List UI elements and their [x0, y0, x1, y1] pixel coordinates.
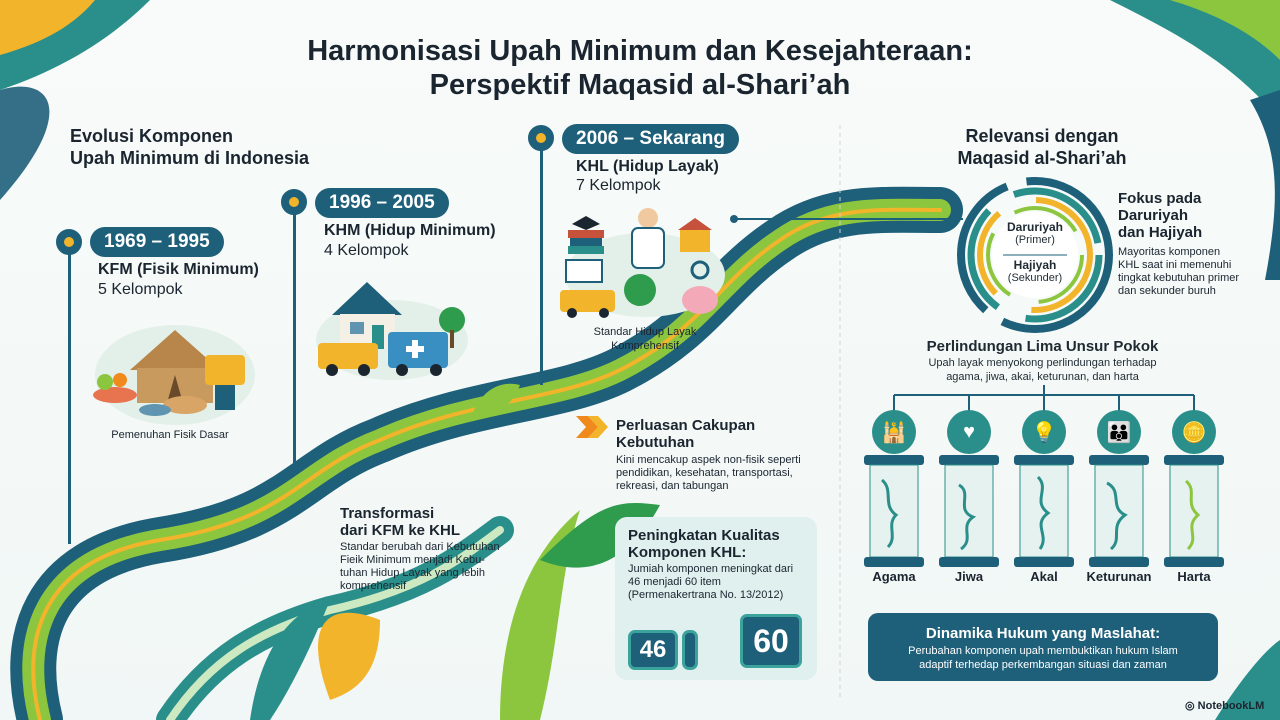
- transformasi-text-line-4: komprehensif: [340, 580, 407, 592]
- dinamika-title: Dinamika Hukum yang Maslahat:: [925, 625, 1161, 642]
- transformasi-text-line-2: Fieik Minimum menjadi Kebu-: [340, 554, 485, 566]
- title-line-1: Harmonisasi Upah Minimum dan Kesejahteraan:: [307, 35, 973, 67]
- transformasi-text-line-3: tuhan Hidup Layak yang lebih: [340, 567, 485, 579]
- page-title: [0, 34, 1280, 102]
- title-line-2: Perspektif Maqasid al-Shari’ah: [429, 69, 851, 101]
- era1-illustration: [85, 310, 260, 425]
- era1-dot: [56, 229, 82, 255]
- hajiyah-title: Hajiyah: [1013, 258, 1057, 272]
- pillar-label-jiwa: Jiwa: [954, 569, 984, 584]
- pillar-label-harta: Harta: [1177, 569, 1211, 584]
- era3-illustration: [560, 200, 730, 320]
- era2-period-badge: 1996 – 2005: [315, 188, 449, 218]
- peningkatan-title-line-2: Komponen KHL:: [628, 544, 747, 561]
- brand-watermark: [1185, 699, 1264, 712]
- era1-period-badge: 1969 – 1995: [90, 227, 224, 257]
- era2-dot: [281, 189, 307, 215]
- counter-to: 60: [740, 614, 802, 668]
- peningkatan-text-line-1: Jumiah komponen meningkat dari: [628, 563, 794, 575]
- leaf-yellow: [318, 613, 380, 700]
- era1-caption: Pemenuhan Fisik Dasar: [111, 429, 229, 441]
- daruriyah-title: Daruriyah: [1006, 220, 1064, 234]
- corner-wave-navy: [0, 87, 49, 200]
- relevansi-line-1: Relevansi dengan: [965, 126, 1119, 146]
- pillar-harta: [1164, 455, 1224, 567]
- era3-period-badge: 2006 – Sekarang: [562, 124, 739, 154]
- transformasi-title-line-1: Transformasi: [340, 505, 435, 522]
- dinamika-line-2: adaptif terhedap perkembangan situasi dan zaman: [919, 659, 1167, 671]
- hajiyah-label: [995, 258, 1075, 284]
- evolusi-heading: [70, 125, 309, 169]
- era3-caption: [575, 325, 715, 353]
- daruriyah-subtitle: (Primer): [1015, 234, 1055, 246]
- peningkatan-title: [628, 527, 780, 561]
- perlindungan-text-line-2: agama, jiwa, akai, keturunan, dan harta: [946, 371, 1139, 383]
- pillar-akal: [1014, 455, 1074, 567]
- fokus-title-line-3: dan Hajiyah: [1118, 224, 1203, 241]
- dinamika-card: [868, 613, 1218, 681]
- relevansi-line-2: Maqasid al-Shari’ah: [957, 148, 1127, 168]
- perluasan-text-line-2: pendidikan, kesehatan, transportasi,: [616, 467, 793, 479]
- fokus-text-line-2: KHL saat ini memenuhi: [1118, 259, 1232, 271]
- pillar-jiwa: [939, 455, 999, 567]
- pillar-columns: [864, 455, 1224, 567]
- perlindungan-title: Perlindungan Lima Unsur Pokok: [926, 338, 1159, 355]
- chevron-right-icon: [576, 416, 610, 438]
- era2-subtitle: 4 Kelompok: [324, 242, 409, 259]
- daruriyah-label: [995, 220, 1075, 246]
- fokus-title: [1118, 190, 1202, 241]
- era3-subtitle: 7 Kelompok: [576, 177, 661, 194]
- counter-flip-tab: [682, 630, 698, 670]
- peningkatan-title-line-1: Peningkatan Kualitas: [628, 527, 780, 544]
- fokus-text-line-3: tingkat kebutuhan primer: [1118, 272, 1240, 284]
- era3-caption-line-1: Standar Hidup Layak: [593, 326, 697, 338]
- era2-illustration: [312, 270, 472, 380]
- perluasan-text: [616, 454, 801, 493]
- peningkatan-text-line-3: (Permenakertrana No. 13/2012): [628, 589, 784, 601]
- era1-title: KFM (Fisik Minimum): [98, 261, 259, 278]
- transformasi-title-line-2: dari KFM ke KHL: [340, 522, 461, 539]
- evolusi-line-2: Upah Minimum di Indonesia: [70, 148, 310, 168]
- mosque-icon: 🕌: [872, 410, 916, 454]
- fokus-title-line-1: Fokus pada: [1118, 190, 1202, 207]
- perluasan-title: [616, 417, 755, 451]
- fokus-text: [1118, 246, 1239, 298]
- pillar-label-akal: Akal: [1030, 569, 1058, 584]
- era3-connector: [540, 150, 543, 385]
- era3-title: KHL (Hidup Layak): [576, 158, 719, 175]
- transformasi-title: [340, 505, 460, 539]
- fokus-text-line-4: dan sekunder buruh: [1118, 285, 1216, 297]
- transformasi-text: [340, 541, 500, 593]
- fokus-title-line-2: Daruriyah: [1118, 207, 1189, 224]
- perlindungan-text-line-1: Upah layak menyokong perlindungan terhadap: [928, 357, 1157, 369]
- transformasi-text-line-1: Standar berubah dari Kebutuhan: [340, 541, 500, 553]
- pillar-keturunan: [1089, 455, 1149, 567]
- peningkatan-text-line-2: 46 menjadi 60 item: [628, 576, 721, 588]
- fokus-text-line-1: Mayoritas komponen: [1118, 246, 1221, 258]
- counter-from: 46: [628, 630, 678, 670]
- heartbeat-icon: ♥: [947, 410, 991, 454]
- era3-caption-line-2: Komprehensif: [611, 340, 679, 352]
- corner-wave-navy-right: [1250, 90, 1280, 280]
- pillar-label-keturunan: Keturunan: [1086, 569, 1152, 584]
- maqasid-circle: [955, 175, 1115, 335]
- pillar-label-agama: Agama: [872, 569, 916, 584]
- family-icon: 👪: [1097, 410, 1141, 454]
- perluasan-title-line-2: Kebutuhan: [616, 434, 695, 451]
- era3-to-maqasid-connector: [728, 212, 968, 226]
- coins-icon: 🪙: [1172, 410, 1216, 454]
- perluasan-text-line-1: Kini mencakup aspek non-fisik seperti: [616, 454, 801, 466]
- era2-title: KHM (Hidup Minimum): [324, 222, 496, 239]
- brand-name: NotebookLM: [1197, 700, 1265, 712]
- era1-connector: [68, 254, 71, 544]
- peningkatan-text: [628, 563, 793, 602]
- hajiyah-subtitle: (Sekunder): [1007, 272, 1063, 284]
- perluasan-text-line-3: rekreasi, dan tabungan: [616, 480, 729, 492]
- dinamika-line-1: Perubahan komponen upah membuktikan hukum Islam: [908, 645, 1178, 657]
- pillar-agama: [864, 455, 924, 567]
- perluasan-title-line-1: Perluasan Cakupan: [616, 417, 756, 434]
- notebooklm-logo-icon: ◎: [1185, 700, 1195, 712]
- era3-dot: [528, 125, 554, 151]
- era2-connector: [293, 214, 296, 469]
- evolusi-line-1: Evolusi Komponen: [70, 126, 234, 146]
- lightbulb-icon: 💡: [1022, 410, 1066, 454]
- era1-subtitle: 5 Kelompok: [98, 281, 183, 298]
- perlindungan-text: [880, 356, 1205, 384]
- relevansi-heading: [932, 125, 1152, 169]
